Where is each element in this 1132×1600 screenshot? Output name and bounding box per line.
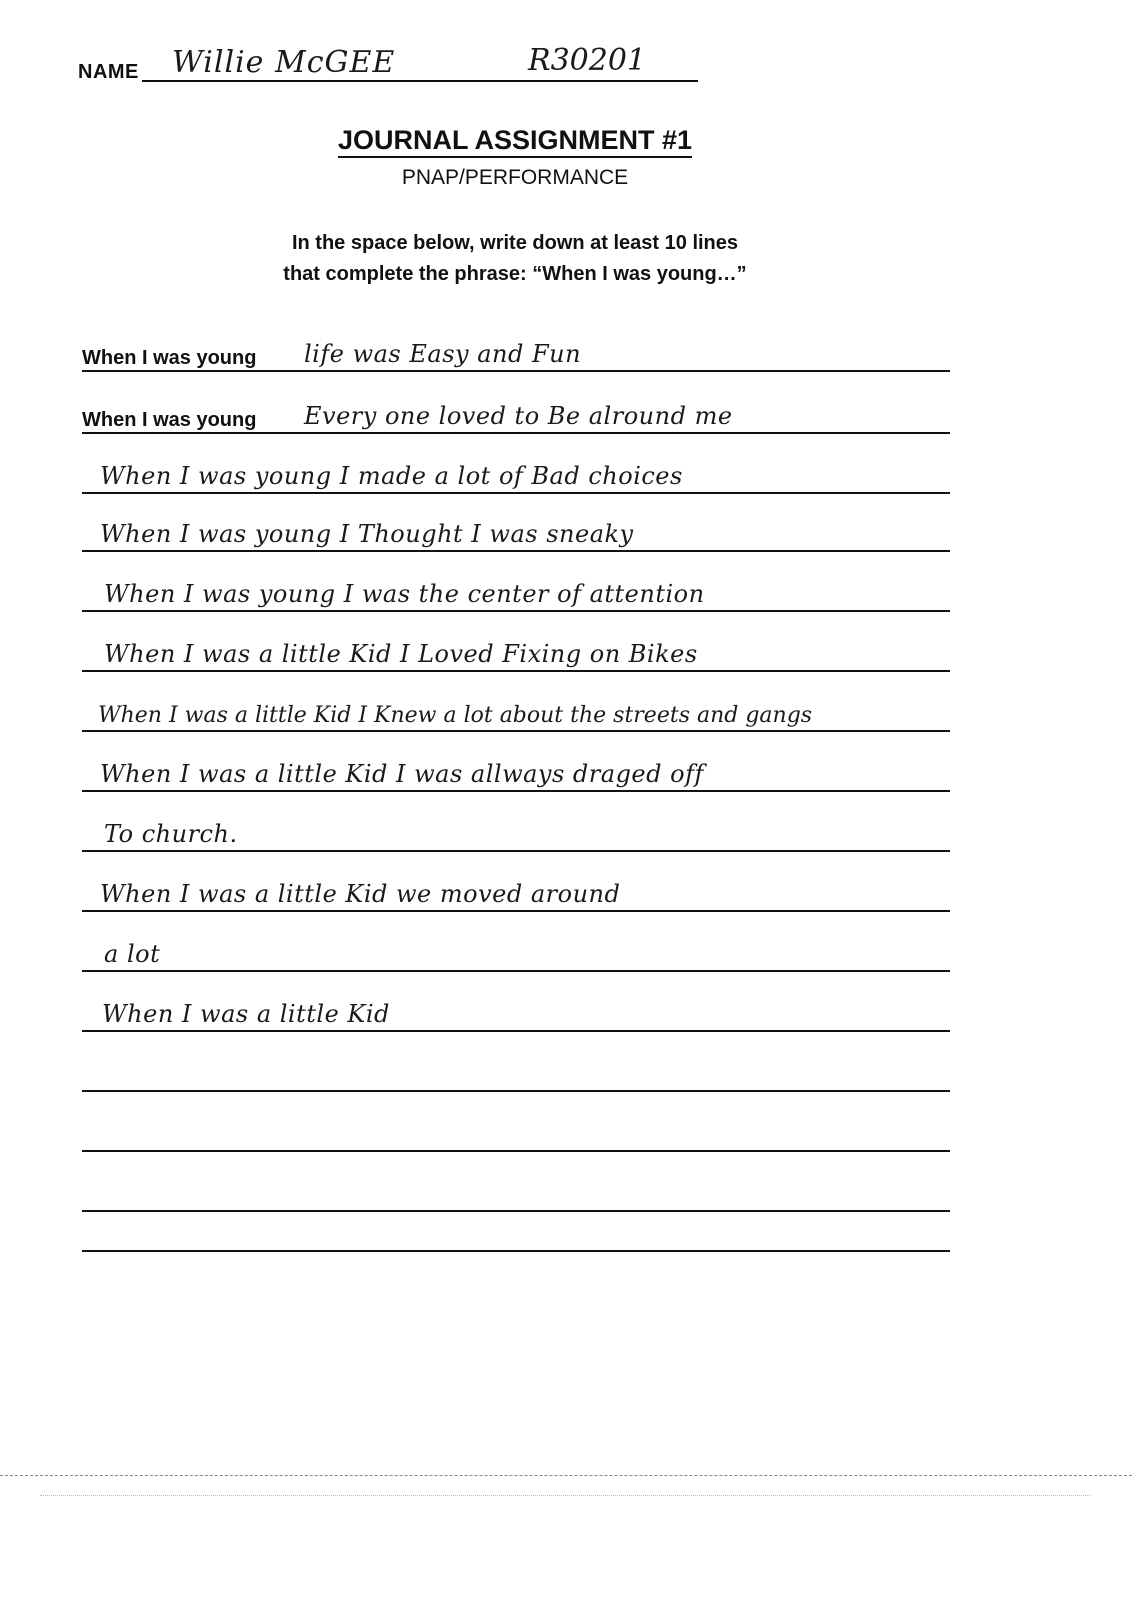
journal-line-14 — [82, 1118, 950, 1152]
entry-text: When I was a little Kid I Knew a lot about the streets and gangs — [98, 703, 813, 728]
journal-line-11 — [82, 938, 950, 972]
entry-text: When I was a little Kid we moved around — [100, 880, 621, 908]
instructions-line-1: In the space below, write down at least 10 lines — [291, 232, 739, 254]
entry-text: When I was young I was the center of attention — [104, 580, 705, 608]
assignment-title — [0, 125, 1030, 156]
entry-text: To church. — [104, 820, 238, 848]
journal-line-1 — [82, 338, 950, 372]
assignment-subtitle: PNAP/PERFORMANCE — [401, 166, 629, 189]
scan-artifact-line — [0, 1475, 1132, 1476]
name-label: NAME — [78, 61, 139, 83]
journal-line-13 — [82, 1058, 950, 1092]
journal-line-3 — [82, 460, 950, 494]
name-underline — [142, 80, 698, 82]
inmate-id: R30201 — [528, 43, 647, 78]
line-prefix: When I was young — [82, 409, 260, 432]
name-field — [78, 43, 698, 88]
journal-line-8 — [82, 758, 950, 792]
journal-line-7 — [82, 698, 950, 732]
journal-line-16 — [82, 1218, 950, 1252]
entry-text: life was Easy and Fun — [304, 340, 582, 368]
instructions — [0, 228, 1030, 290]
assignment-title-text: JOURNAL ASSIGNMENT #1 — [338, 125, 692, 158]
entry-text: When I was young I made a lot of Bad choices — [100, 462, 683, 490]
entry-text: When I was young I Thought I was sneaky — [100, 520, 634, 548]
journal-line-9 — [82, 818, 950, 852]
journal-line-6 — [82, 638, 950, 672]
journal-line-5 — [82, 578, 950, 612]
journal-line-15 — [82, 1178, 950, 1212]
journal-line-2 — [82, 400, 950, 434]
entry-text: When I was a little Kid I was allways draged off — [100, 760, 704, 788]
name-value: Willie McGEE — [172, 45, 396, 80]
entry-text: When I was a little Kid I Loved Fixing on Bikes — [104, 640, 698, 668]
journal-line-10 — [82, 878, 950, 912]
instructions-line-2: that complete the phrase: “When I was young…” — [283, 263, 747, 285]
line-prefix: When I was young — [82, 347, 260, 370]
entry-text: a lot — [104, 940, 161, 968]
scan-artifact-line — [40, 1495, 1090, 1496]
journal-line-12 — [82, 998, 950, 1032]
entry-text: When I was a little Kid — [102, 1000, 390, 1028]
journal-line-4 — [82, 518, 950, 552]
entry-text: Every one loved to Be alround me — [304, 402, 733, 430]
